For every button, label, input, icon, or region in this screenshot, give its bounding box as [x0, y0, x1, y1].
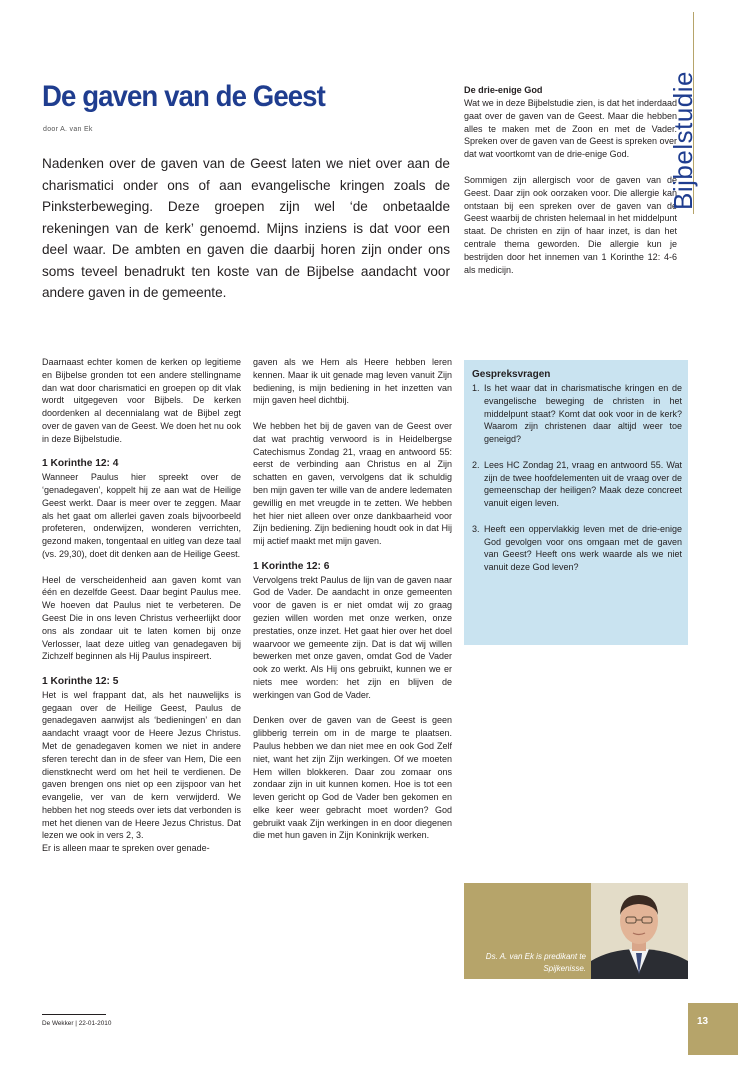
- page-number-tab: [688, 1003, 738, 1055]
- body-paragraph: We hebben het bij de gaven van de Geest over dat wat prachtig verwoord is in Heidelbergse Catechismus Zondag 21, vraag en antwoord 55: eerst de verbinding aan Christus en al Zijn schatten en gaven, vervolgens dat ik schuldig ben mijn gaven ter wille van de andere ledematen gewillig en met vreugde in te zetten. We hebben het hier niet alleen over onze dankbaarheid voor Zijn bediening. Zijn bediening houdt ook in dat Hij mij actief maakt met mijn gaven.: [253, 420, 452, 547]
- intro-paragraph: Nadenken over de gaven van de Geest laten we niet over aan de charismatici onder ons of aan evangelische kringen zoals de Pinksterbeweging. Deze groepen zijn wel ‘de onbetaalde rekeningen van de kerk’ genoemd. Mijns inziens is dat voor een deel waar. De ambten en gaven die daarbij horen zijn onder ons soms teveel benadrukt ten koste van de Bijbelse aandacht voor andere gaven in de gemeente.: [42, 156, 450, 300]
- footer-publication: De Wekker | 22-01-2010: [42, 1020, 112, 1027]
- page-number: 13: [697, 1016, 709, 1027]
- portrait-image: [591, 883, 688, 979]
- question-item: 2. Lees HC Zondag 21, vraag en antwoord 55. Wat zijn de twee hoofdelementen uit de vraag over de gemeenschap der heiligen? Maak deze concreet vanuit eigen leven.: [472, 459, 682, 509]
- section-label: Bijbelstudie: [668, 71, 698, 210]
- body-column-1: [42, 356, 241, 868]
- footer-rule: [42, 1014, 106, 1015]
- question-item: 1. Is het waar dat in charismatische kringen en de evangelische beweging de christen in het middelpunt staat? Komt dat ook voor in de kerk? Waarom zijn christenen daar altijd weer toe geneigd?: [472, 383, 682, 445]
- body-paragraph: Heel de verscheidenheid aan gaven komt van één en dezelfde Geest. Daar begint Paulus mee. We hoeven dat Paulus niet te verbeteren. De Geest Die in ons leven Christus verheerlijkt door ons als zondaar uit te laten komen bij onze Verlosser, laat deze uitleg van genadegaven bij Zichzelf beginnen als Hij Paulus inspireert.: [42, 574, 241, 662]
- body-paragraph: Vervolgens trekt Paulus de lijn van de gaven naar God de Vader. De aandacht in onze gemeenten voor de gaven is er niet omdat wij zo graag gezien willen worden met onze werken, onze prestaties, onze inzet. Het gaat hier over het doel waarvoor we gemeente zijn. Dat is dat wij willen bewerken met onze gaven, omdat God de Vader ook zo werkt. Als Hij ons gebruikt, kunnen we er niets mee worden: het zijn en blijven de werkingen van God de Vader.: [253, 574, 452, 700]
- sidebar-paragraph: Wat we in deze Bijbelstudie zien, is dat het inderdaad gaat over de gaven van de Geest. Maar die hebben alles te maken met de Zoon en met de Vader. Spreken over de gaven van de Geest is spreken over dat wat voortkomt van de drie-enige God.: [464, 98, 677, 160]
- page-title: De gaven van de Geest: [42, 80, 325, 113]
- author-byline: [43, 126, 93, 133]
- body-paragraph: Er is alleen maar te spreken over genade-: [42, 843, 210, 854]
- body-paragraph: Het is wel frappant dat, als het nauwelijks is gegaan over de Heilige Geest, Paulus de genadegaven aanwijst als ‘bedieningen’ en dan aandacht vraagt voor de Heere Jezus Christus. Met de genadegaven komen we niet in andere sferen terecht dan in de sfeer van Hem, Die een dienstknecht werd om het heil te verdienen. De gaven brengen ons niet op een zijspoor van het evangelie, ver van de kern verwijderd. We hebben het nog steeds over iets dat verbonden is met het dienen van de Heere Jezus Christus. Dat lezen we ook in vers 2, 3.: [42, 689, 241, 841]
- sidebar-heading: De drie-enige God: [464, 85, 543, 96]
- author-name: A. van Ek: [60, 126, 93, 133]
- sidebar-paragraph: Sommigen zijn allergisch voor de gaven van de Geest. Daar zijn ook oorzaken voor. Die allergie kan ontstaan bij een spreken over de gaven van de Geest waarbij de christen helemaal in het middelpunt staat. De christen en zijn of haar inzet, is dan het centrale thema geworden. Die allergie kun je bestrijden door het innemen van 1 Korinthe 12: 4-6 als medicijn.: [464, 174, 677, 275]
- questions-box: [464, 360, 688, 645]
- subheading: 1 Korinthe 12: 4: [42, 458, 119, 470]
- body-column-2: [253, 356, 452, 855]
- question-item: 3. Heeft een oppervlakkig leven met de drie-enige God gevolgen voor ons omgaan met de gaven van Geest? Heeft ons werk waarde als we niet vanuit deze God leven?: [472, 523, 682, 573]
- sidebar-text: [464, 85, 677, 289]
- photo-caption: Ds. A. van Ek is predikant te Spijkenisse.: [485, 952, 586, 973]
- author-prefix: door: [43, 126, 59, 133]
- subheading: 1 Korinthe 12: 5: [42, 675, 119, 687]
- author-portrait: [591, 883, 688, 979]
- body-paragraph: Wanneer Paulus hier spreekt over de ‘genadegaven’, koppelt hij ze aan wat de Heilige Geest werkt. Daar is meer over te zeggen. Maar als het gaat om allerlei gaven zoals bijvoorbeeld profeteren, onderwijzen, wonderen verrichten, gezond maken, tongentaal en uitleg van deze taal (vs. 29,30), doet dit denken aan de Heilige Geest.: [42, 472, 241, 559]
- questions-list: [472, 382, 682, 587]
- body-paragraph: gaven als we Hem als Heere hebben leren kennen. Maar ik uit genade mag leven vanuit Zijn bediening, is mijn bediening in het inzetten van mijn gaven heel dichtbij.: [253, 357, 452, 406]
- subheading: 1 Korinthe 12: 6: [253, 560, 330, 572]
- body-paragraph: Daarnaast echter komen de kerken op legitieme en Bijbelse gronden tot een andere stellingname dan wat door charismatici en groepen op dit vlak wordt uitgegeven voor Bijbels. De kerken doordenken al decennialang wat de Bijbel zegt over de gaven van de Geest. We doen het nu ook in deze Bijbelstudie.: [42, 357, 241, 444]
- body-paragraph: Denken over de gaven van de Geest is geen glibberig terrein om in de marge te plaatsen. Paulus hebben we dan niet mee en ook God Zelf niet, want het zijn Zijn werkingen. Of we moeten Hem willen blokkeren. Daar zou zomaar ons zondaar zijn in uit kunnen komen. Hoe is tot een leven gericht op God de Vader ben gekomen en elke keer weer gebracht moet worden? God gebruikt vaak Zijn werkingen in en door diegenen die met hun gaven in Zijn Koninkrijk werken.: [253, 715, 452, 841]
- questions-title: Gespreksvragen: [472, 369, 551, 380]
